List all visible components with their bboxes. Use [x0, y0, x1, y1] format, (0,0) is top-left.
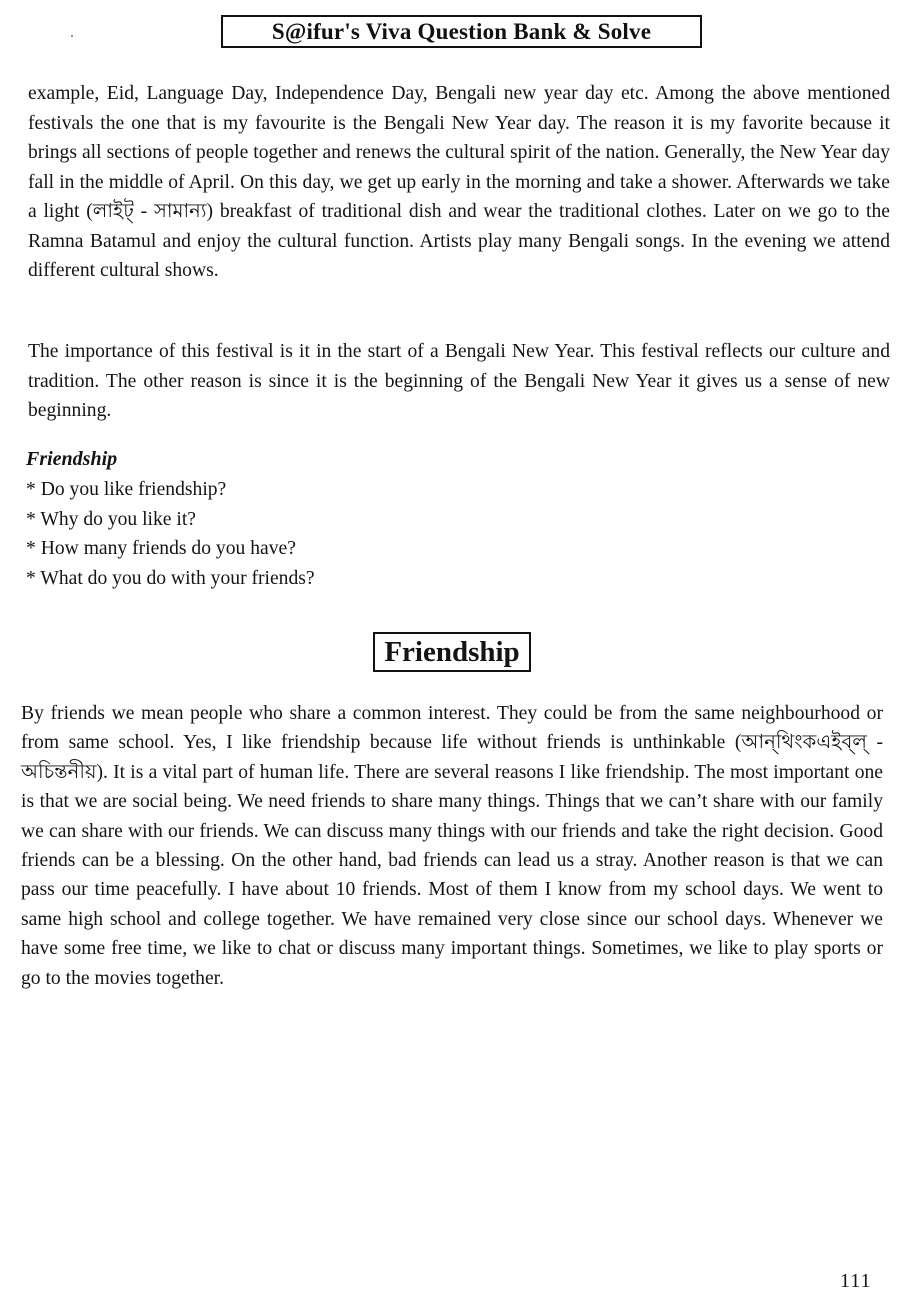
- question-item: * What do you do with your friends?: [26, 568, 315, 590]
- page-header-title: S@ifur's Viva Question Bank & Solve: [221, 15, 702, 48]
- question-item: * Do you like friendship?: [26, 479, 227, 500]
- scan-speck: [71, 35, 73, 37]
- festival-paragraph-1: example, Eid, Language Day, Independence Day, Bengali new year day etc. Among the above mentioned festivals the one that is my favourite is the Bengali New Year day. The reason it is my favorite because it brings all sections of people together and renews the cultural spirit of the nation. Generally, the New Year day fall in the middle of April. On this day, we get up early in the morning and take a shower. Afterwards we take a light (লাইট্‌ - সামান্য) breakfast of traditional dish and wear the traditional clothes. Later on we go to the Ramna Batamul and enjoy the cultural function. Artists play many Bengali songs. In the evening we attend different cultural shows.: [28, 83, 890, 281]
- friendship-answer-paragraph: By friends we mean people who share a common interest. They could be from the same neighbourhood or from same school. Yes, I like friendship because life without friends is unthinkable (আন্‌থিংকএইব্‌ল্‌ - অচিন্তনীয়). It is a vital part of human life. There are several reasons I like friendship. The most important one is that we are social being. We need friends to share many things. Things that we can’t share with our family we can share with our friends. We can discuss many things with our friends and take the right decision. Good friends can be a blessing. On the other hand, bad friends can lead us a stray. Another reason is that we can pass our time peacefully. I have about 10 friends. Most of them I know from my school days. We went to same high school and college together. We have remained very close since our school days. Whenever we have some free time, we like to chat or discuss many important things. Sometimes, we like to play sports or go to the movies together.: [21, 703, 883, 989]
- friendship-questions-heading: Friendship: [26, 448, 118, 470]
- question-item: * How many friends do you have?: [26, 538, 296, 560]
- question-item: * Why do you like it?: [26, 508, 196, 530]
- friendship-section-title: Friendship: [373, 632, 531, 672]
- festival-paragraph-2: The importance of this festival is it in the start of a Bengali New Year. This festival reflects our culture and tradition. The other reason is since it is the beginning of the Bengali New Year it gives us a sense of new beginning.: [28, 341, 890, 421]
- friendship-question-list: [26, 475, 315, 594]
- page-number: 111: [840, 1270, 872, 1292]
